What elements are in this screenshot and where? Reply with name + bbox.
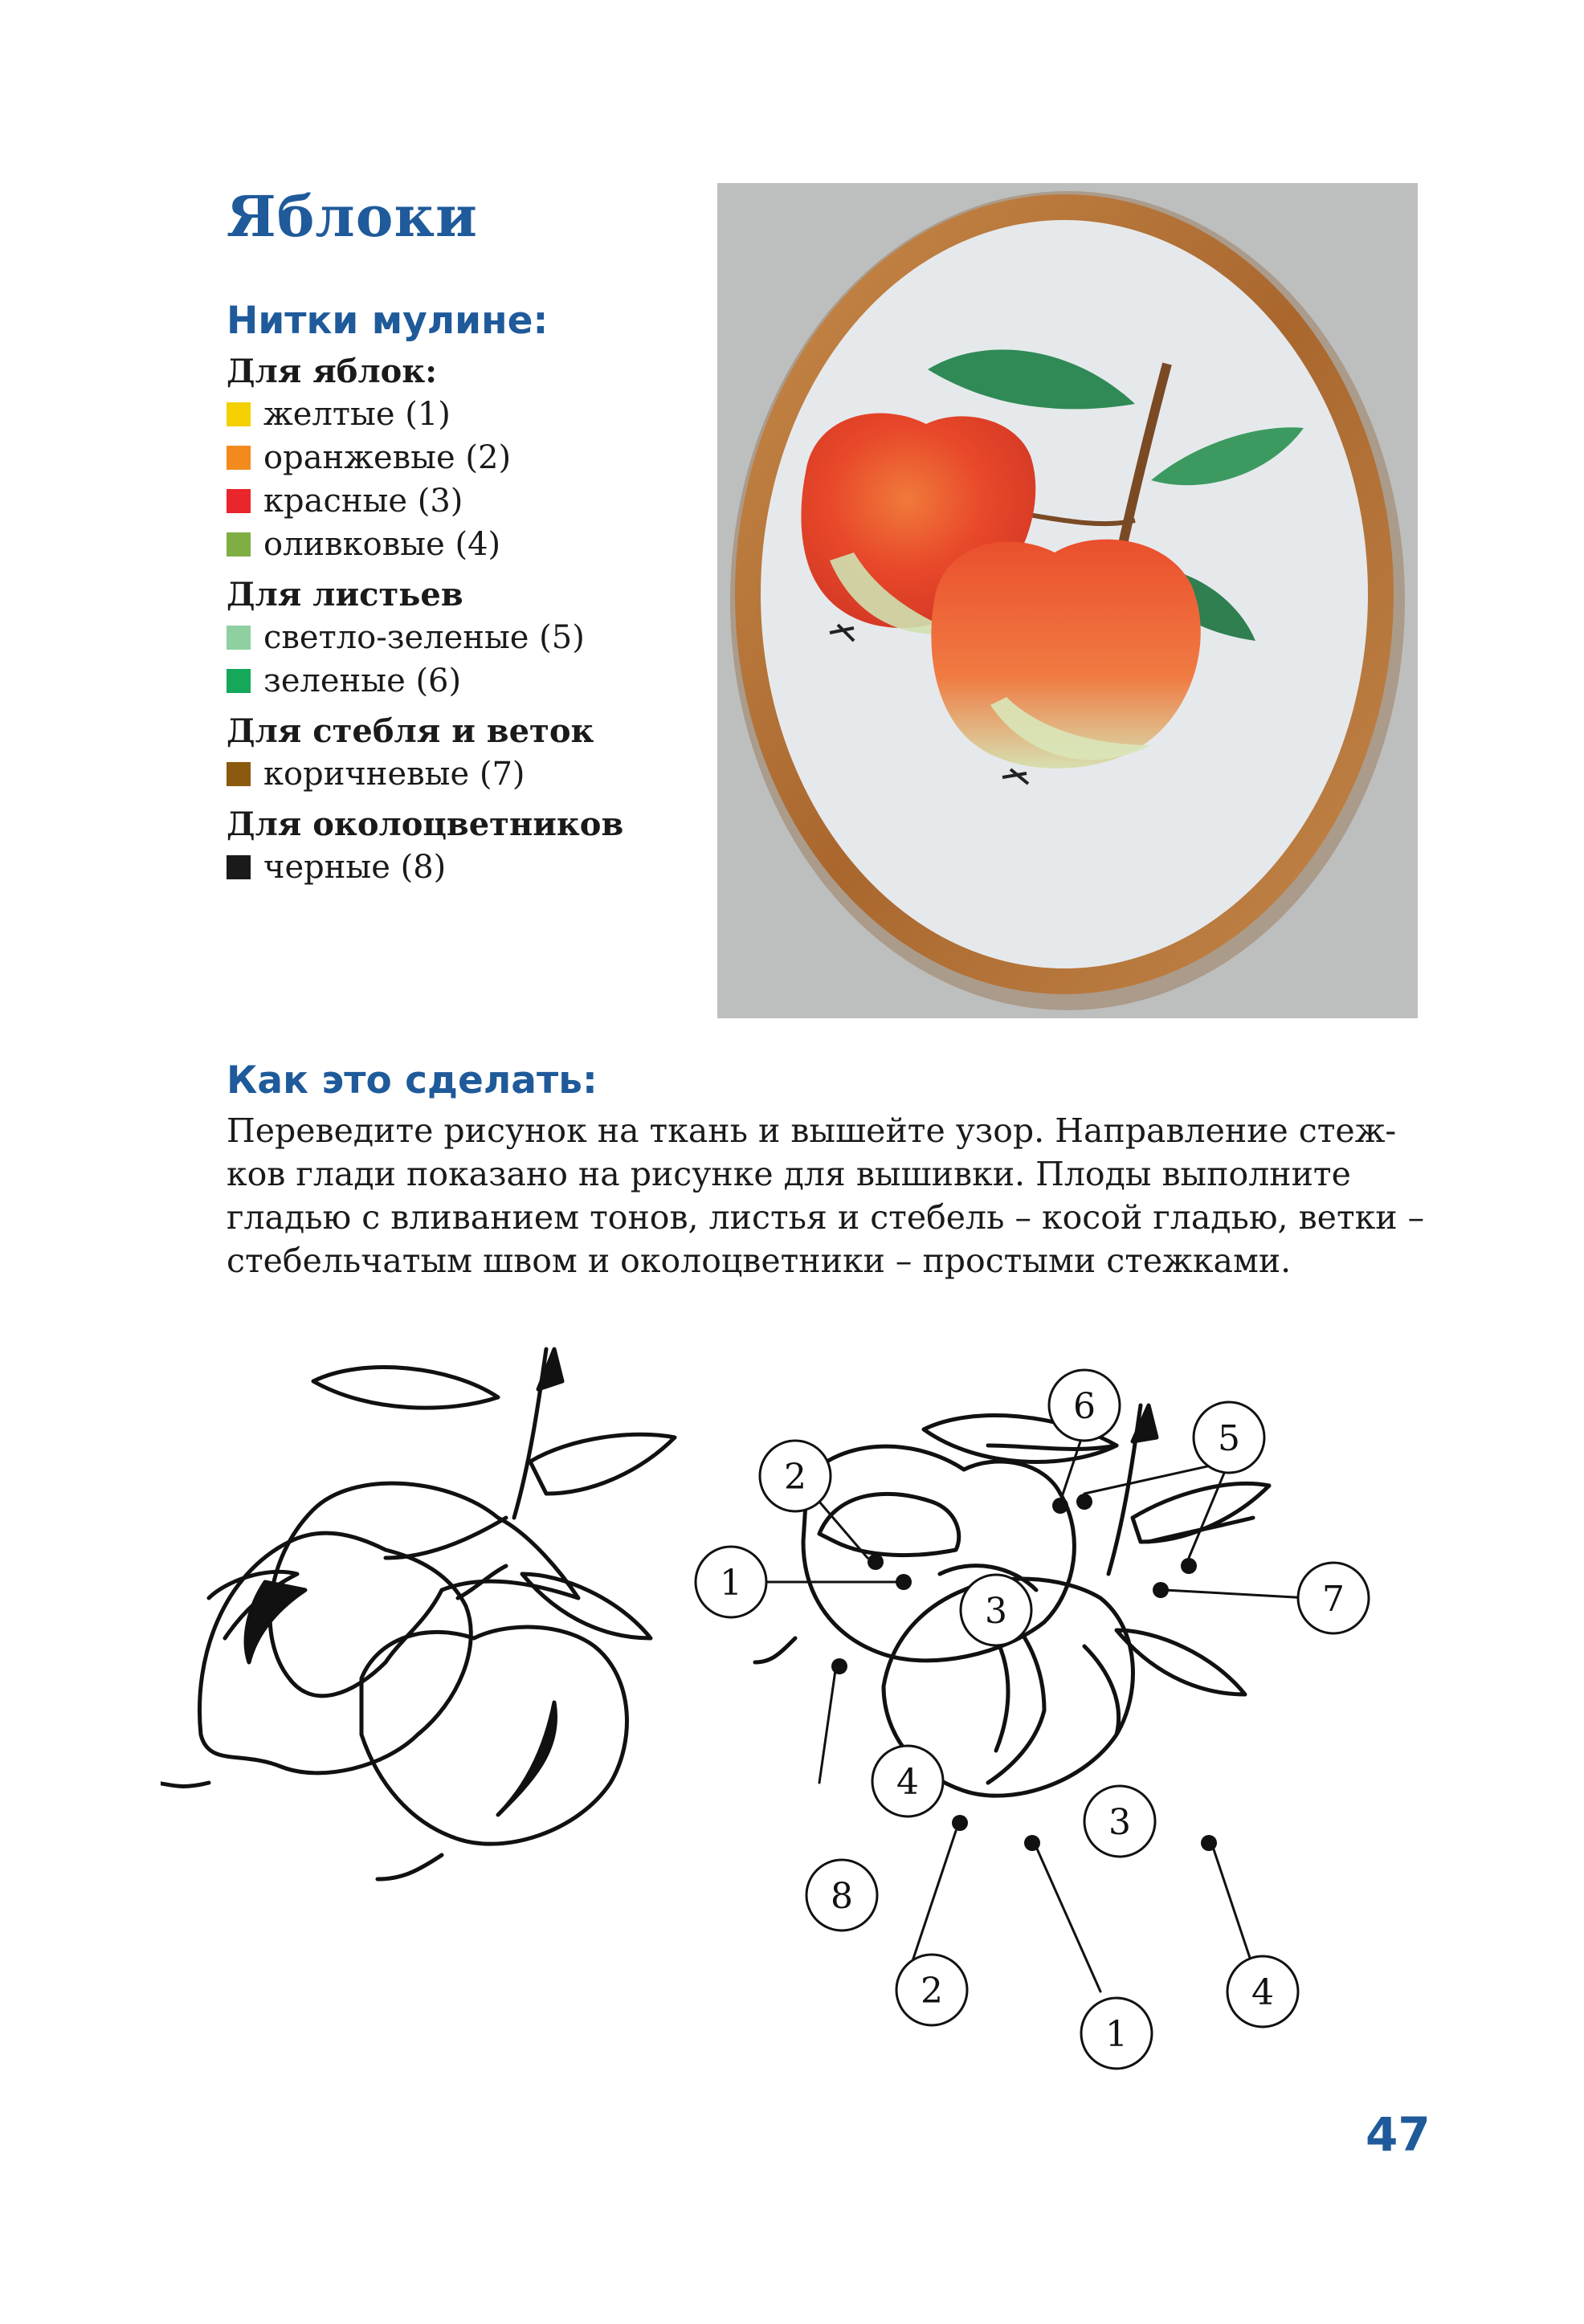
thread-item: коричневые (7) <box>227 752 725 796</box>
label-circle <box>1084 1786 1155 1857</box>
how-paragraph <box>227 1109 1425 1282</box>
group-apples-label: Для яблок: <box>227 353 438 390</box>
label-circle <box>1049 1370 1120 1441</box>
embroidery-diagrams <box>161 1333 1462 2104</box>
diagrams-svg <box>161 1333 1462 2104</box>
svg-text:3: 3 <box>985 1591 1007 1632</box>
thread-item: оливковые (4) <box>227 523 725 566</box>
label-circle <box>1194 1402 1264 1473</box>
svg-text:8: 8 <box>831 1876 853 1917</box>
how-heading: Как это сделать: <box>227 1058 598 1103</box>
threads-list <box>227 299 725 889</box>
svg-text:5: 5 <box>1218 1418 1240 1459</box>
svg-text:1: 1 <box>1105 2014 1128 2055</box>
embroidery-photo <box>717 183 1418 1018</box>
page-number: 47 <box>1366 2107 1431 2162</box>
thread-item: зеленые (6) <box>227 659 725 703</box>
group-stem-label: Для стебля и веток <box>227 712 594 750</box>
thread-item: светло-зеленые (5) <box>227 616 725 659</box>
thread-item: желтые (1) <box>227 393 725 436</box>
group-sepals-label: Для околоцветников <box>227 805 624 843</box>
para-line: ков глади показано на рисунке для вышивки. Плоды выполните <box>227 1155 1351 1193</box>
stitch-direction-drawing <box>161 1349 675 1879</box>
color-swatch <box>227 402 251 426</box>
how-to-section <box>227 1058 1425 1282</box>
group-leaves-label: Для листьев <box>227 576 463 614</box>
label-circle <box>806 1860 877 1931</box>
svg-text:4: 4 <box>1251 1972 1274 2013</box>
thread-item: оранжевые (2) <box>227 436 725 479</box>
color-swatch <box>227 446 251 470</box>
label-circle <box>760 1441 831 1511</box>
label-circle <box>872 1746 943 1816</box>
para-line: Переведите рисунок на ткань и вышейте узор. Направление стеж- <box>227 1111 1397 1150</box>
svg-text:6: 6 <box>1073 1386 1096 1427</box>
color-swatch <box>227 489 251 513</box>
page-title: Яблоки <box>227 183 478 250</box>
color-swatch <box>227 532 251 557</box>
threads-heading: Нитки мулине: <box>227 299 549 343</box>
svg-text:2: 2 <box>921 1971 943 2012</box>
color-swatch <box>227 855 251 879</box>
label-circle <box>1081 1998 1152 2069</box>
svg-text:1: 1 <box>720 1563 742 1604</box>
hoop-illustration <box>717 183 1418 1018</box>
para-line: стебельчатым швом и околоцветники – простыми стежками. <box>227 1242 1292 1280</box>
label-circle <box>896 1955 967 2025</box>
para-line: гладью с вливанием тонов, листья и стебель – косой гладью, ветки – <box>227 1198 1425 1237</box>
svg-text:7: 7 <box>1322 1579 1345 1620</box>
thread-item: красные (3) <box>227 479 725 523</box>
svg-text:2: 2 <box>784 1457 806 1498</box>
thread-item: черные (8) <box>227 846 725 889</box>
svg-text:4: 4 <box>896 1762 919 1803</box>
color-swatch <box>227 669 251 693</box>
color-swatch <box>227 762 251 786</box>
color-swatch <box>227 626 251 650</box>
label-circle <box>1298 1563 1369 1633</box>
label-circle <box>961 1575 1031 1645</box>
label-circle <box>1227 1956 1298 2027</box>
label-circle <box>696 1547 766 1617</box>
svg-text:3: 3 <box>1108 1802 1131 1843</box>
